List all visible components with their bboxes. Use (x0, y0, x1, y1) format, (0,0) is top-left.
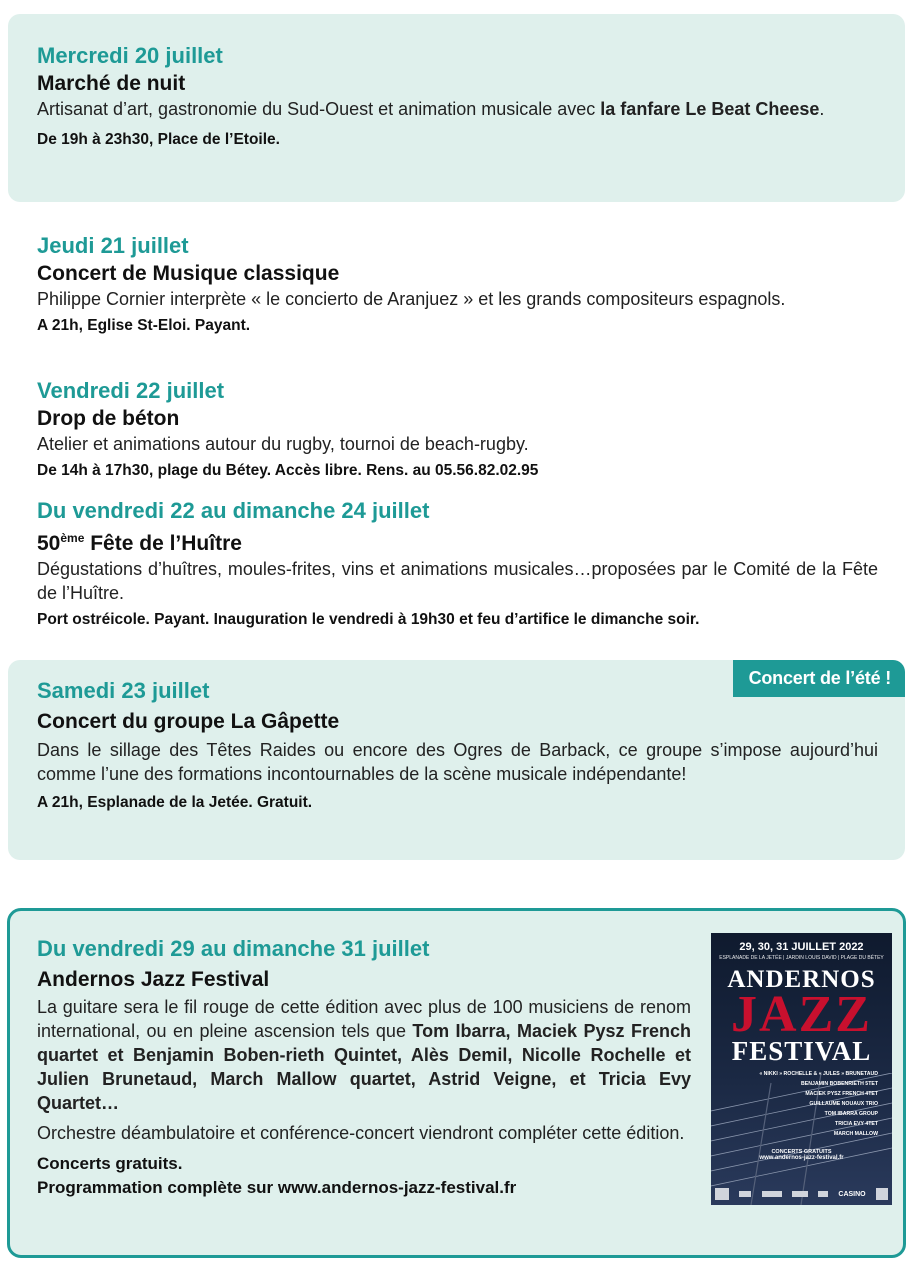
event-description: La guitare sera le fil rouge de cette édition avec plus de 100 musiciens de renom international, ou en pleine ascension tels que Tom Ibarra, Maciek Pysz French quartet et Benjamin Boben-rieth Quintet, Alès Demil, Nicolle Rochelle et Julien Brunetaud, March Mallow quartet, Astrid Veigne, et Tricia Evy Quartet… (37, 997, 691, 1113)
poster-casino-logo: CASINO (838, 1190, 866, 1198)
poster-andernos: ANDERNOS (727, 966, 876, 993)
event-date: Jeudi 21 juillet (37, 233, 189, 258)
event-info: De 19h à 23h30, Place de l’Etoile. (37, 131, 280, 148)
event-concert-classique (37, 232, 878, 337)
event-la-gapette (37, 677, 878, 814)
event-info-gratuits: Concerts gratuits. (37, 1154, 183, 1173)
event-marche-de-nuit (37, 42, 878, 151)
event-title: Concert du groupe La Gâpette (37, 710, 340, 733)
event-description: Dans le sillage des Têtes Raides ou encore des Ogres de Barback, ce groupe s’impose aujourd’hui comme l’une des formations incontournables de la scène musicale indépendante! (37, 740, 878, 784)
event-date: Du vendredi 22 au dimanche 24 juillet (37, 498, 430, 523)
poster-dates: 29, 30, 31 JUILLET 2022 (739, 941, 864, 953)
event-title: 50ème Fête de l’Huître (37, 531, 242, 555)
event-drop-de-beton (37, 377, 878, 482)
poster-venue: ESPLANADE DE LA JETÉE | JARDIN LOUIS DAVID | PLAGE DU BÉTEY (719, 955, 884, 961)
event-description: Dégustations d’huîtres, moules-frites, vins et animations musicales…proposées par le Comité de la Fête de l’Huître. (37, 559, 878, 603)
event-description: Atelier et animations autour du rugby, tournoi de beach-rugby. (37, 434, 529, 454)
event-date: Mercredi 20 juillet (37, 43, 223, 68)
event-info-programmation: Programmation complète sur www.andernos-jazz-festival.fr (37, 1178, 517, 1197)
event-description: Philippe Cornier interprète « le concierto de Aranjuez » et les grands compositeurs espagnols. (37, 289, 786, 309)
concert-de-l-ete-badge: Concert de l’été ! (733, 660, 905, 697)
poster-concerts-gratuits: CONCERTS GRATUITS (771, 1149, 832, 1155)
event-description: Artisanat d’art, gastronomie du Sud-Ouest et animation musicale avec la fanfare Le Beat Cheese. (37, 99, 825, 119)
event-info: Port ostréicole. Payant. Inauguration le vendredi à 19h30 et feu d’artifice le dimanche soir. (37, 611, 700, 628)
poster-lineup: « NIKKI » ROCHELLE & « JULES » BRUNETAUD BENJAMIN BOBENRIETH 5TET MACIEK PYSZ FRENCH 4TET GUILLAUME NOUAUX TRIO TOM IBARRA GROUP TRICIA EVY 4TET MARCH MALLOW (759, 1071, 878, 1137)
event-info: De 14h à 17h30, plage du Bétey. Accès libre. Rens. au 05.56.82.02.95 (37, 462, 539, 479)
event-title: Drop de béton (37, 407, 180, 430)
event-title: Marché de nuit (37, 72, 186, 95)
poster-url: www.andernos-jazz-festival.fr (759, 1155, 844, 1161)
event-fete-huitre (37, 497, 878, 631)
event-date: Du vendredi 29 au dimanche 31 juillet (37, 936, 430, 961)
event-date: Vendredi 22 juillet (37, 378, 225, 403)
event-jazz-festival (37, 935, 691, 1199)
event-title: Andernos Jazz Festival (37, 968, 270, 991)
poster-festival: FESTIVAL (731, 1036, 872, 1066)
event-description-2: Orchestre déambulatoire et conférence-concert viendront compléter cette édition. (37, 1123, 685, 1143)
poster-jazz: JAZZ (731, 986, 872, 1043)
event-info: A 21h, Esplanade de la Jetée. Gratuit. (37, 794, 313, 811)
event-date: Samedi 23 juillet (37, 678, 210, 703)
poster-sponsor-logos (715, 1187, 888, 1201)
jazz-festival-poster (711, 933, 892, 1205)
event-title: Concert de Musique classique (37, 262, 340, 285)
event-info: A 21h, Eglise St-Eloi. Payant. (37, 317, 251, 334)
